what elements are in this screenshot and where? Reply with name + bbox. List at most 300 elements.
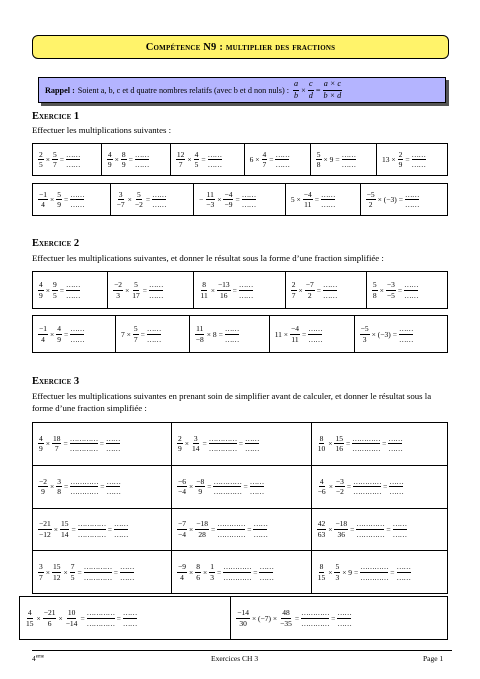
- answer-blank: [213, 478, 241, 496]
- denominator: 9: [57, 334, 61, 344]
- exercise-row: [33, 551, 448, 594]
- answer-denominator-blank: ……: [411, 160, 426, 169]
- numerator: 4: [194, 149, 199, 159]
- fraction: [195, 478, 205, 496]
- denominator: 4: [41, 200, 45, 209]
- equals-sign: =: [140, 329, 145, 339]
- denominator: 6: [196, 572, 200, 582]
- denominator: 9: [41, 487, 45, 497]
- equals-sign: =: [145, 195, 151, 204]
- expression: [365, 191, 443, 209]
- operator: × (−7) ×: [251, 613, 278, 623]
- answer-denominator-blank: …………: [353, 487, 382, 497]
- numerator: −7: [305, 280, 314, 289]
- fraction: [177, 563, 187, 581]
- operator: ×: [49, 195, 55, 204]
- equals-sign: =: [382, 439, 387, 449]
- denominator: 9: [39, 290, 43, 300]
- fraction: [52, 281, 58, 299]
- answer-denominator-blank: …………: [356, 529, 385, 539]
- equals-sign: =: [350, 524, 355, 534]
- denominator: −3: [206, 200, 215, 209]
- answer-denominator-blank: ……: [207, 160, 222, 169]
- numerator: 3: [193, 433, 198, 443]
- equals-sign: =: [63, 329, 69, 339]
- denominator: 28: [198, 529, 206, 539]
- answer-numerator-blank: …………: [69, 433, 98, 443]
- operator: ×: [328, 439, 333, 449]
- ex2-row1: [32, 271, 448, 309]
- fraction: [107, 151, 113, 169]
- answer-denominator-blank: ……: [122, 618, 137, 628]
- numerator: −6: [178, 476, 187, 486]
- footer-level: 4eme: [32, 654, 45, 663]
- answer-blank: [352, 435, 380, 453]
- answer-denominator-blank: ……: [389, 487, 404, 497]
- fraction: [209, 563, 215, 581]
- equals-sign: =: [63, 195, 69, 204]
- numerator: 4: [262, 149, 267, 159]
- operator: ×: [45, 567, 50, 577]
- equals-sign: =: [207, 482, 212, 492]
- answer-blank: [242, 191, 256, 209]
- denominator: 36: [337, 529, 346, 539]
- denominator: 17: [132, 290, 140, 300]
- answer-blank: [66, 151, 80, 169]
- expression: [176, 435, 307, 453]
- exercise-cell: [360, 184, 447, 216]
- answer-numerator-blank: ……: [341, 149, 356, 159]
- equals-sign: =: [398, 195, 403, 204]
- answer-numerator-blank: …………: [83, 562, 112, 572]
- expression: [316, 520, 443, 538]
- operator: ×: [379, 285, 384, 295]
- answer-numerator-blank: ……: [70, 324, 85, 333]
- denominator: −9: [224, 200, 233, 209]
- answer-numerator-blank: ……: [404, 189, 419, 199]
- fraction: [217, 281, 231, 299]
- answer-denominator-blank: ……: [105, 444, 120, 454]
- fraction: [290, 325, 300, 343]
- ex1-row1: [32, 143, 448, 176]
- fraction: [305, 281, 315, 299]
- answer-denominator-blank: ……: [249, 487, 264, 497]
- exercise-row: [33, 508, 448, 551]
- numerator: 8: [319, 433, 324, 443]
- fraction: [262, 151, 268, 169]
- denominator: 8: [372, 290, 377, 300]
- expression: [198, 191, 281, 209]
- answer-denominator-blank: …………: [77, 529, 106, 539]
- fraction: [317, 563, 327, 581]
- equals-sign: =: [202, 439, 207, 449]
- answer-blank: [114, 520, 128, 538]
- answer-denominator-blank: ……: [134, 160, 149, 169]
- rappel-label: Rappel :: [45, 85, 75, 95]
- fraction: [56, 191, 62, 209]
- operator: ×: [189, 482, 194, 492]
- answer-blank: [70, 435, 98, 453]
- exercise-cell: [116, 316, 190, 353]
- denominator: 14: [192, 444, 200, 454]
- answer-blank: [245, 435, 259, 453]
- denominator: 9: [107, 160, 112, 169]
- answer-denominator-blank: ……: [388, 444, 403, 454]
- numerator: 8: [202, 280, 206, 289]
- equals-sign: =: [383, 482, 388, 492]
- numerator: 18: [52, 433, 61, 443]
- fraction: [38, 520, 52, 538]
- answer-denominator-blank: ……: [392, 529, 407, 539]
- operator: ×: [45, 285, 50, 295]
- answer-numerator-blank: ……: [244, 433, 259, 443]
- numerator: −4: [224, 189, 233, 199]
- denominator: 4: [41, 334, 45, 344]
- fraction: [236, 609, 250, 627]
- equals-sign: =: [99, 439, 104, 449]
- answer-denominator-blank: ……: [149, 290, 164, 300]
- operator: 7 ×: [121, 329, 131, 339]
- exercise-cell: [311, 465, 447, 508]
- numerator: 5: [134, 280, 138, 289]
- footer-rule: [32, 650, 452, 651]
- denominator: 8: [316, 160, 321, 169]
- exercise-cell: [310, 144, 376, 176]
- answer-blank: [78, 520, 106, 538]
- numerator: 5: [52, 149, 57, 159]
- answer-blank: [209, 435, 237, 453]
- numerator: 15: [335, 433, 343, 443]
- exercise-cell: [194, 184, 286, 216]
- denominator: 7: [178, 160, 183, 169]
- numerator: 5: [136, 189, 141, 199]
- answer-numerator-blank: …………: [86, 608, 115, 617]
- equals-sign: =: [302, 329, 307, 339]
- exercise-row: [33, 423, 448, 466]
- fraction: [317, 478, 327, 496]
- answer-numerator-blank: …………: [217, 519, 246, 529]
- numerator: 5: [372, 280, 377, 289]
- ex2-row2: [32, 315, 448, 353]
- numerator: −18: [335, 519, 348, 529]
- answer-blank: [253, 520, 267, 538]
- denominator: 10: [317, 444, 326, 454]
- exercise-cell: [311, 508, 447, 551]
- exercise-cell: [354, 316, 447, 353]
- expression: [37, 478, 167, 496]
- numerator: −21: [43, 608, 56, 617]
- footer-center: Exercices CH 3: [211, 654, 259, 663]
- fraction: [70, 563, 76, 581]
- answer-blank: [70, 191, 84, 209]
- denominator: 11: [291, 334, 299, 344]
- answer-blank: [342, 151, 356, 169]
- answer-denominator-blank: …………: [86, 618, 115, 628]
- numerator: −4: [303, 189, 312, 199]
- answer-blank: [106, 478, 120, 496]
- answer-blank: [301, 609, 329, 627]
- fraction: [334, 435, 344, 453]
- answer-numerator-blank: ……: [320, 189, 335, 199]
- answer-denominator-blank: …………: [83, 572, 112, 582]
- answer-denominator-blank: ……: [398, 334, 413, 344]
- answer-numerator-blank: ……: [411, 149, 426, 159]
- answer-numerator-blank: ……: [275, 149, 290, 159]
- expression: [37, 151, 97, 169]
- operator: ×: [125, 285, 130, 295]
- operator: −: [199, 195, 204, 204]
- answer-numerator-blank: ……: [241, 189, 256, 199]
- numerator: −2: [114, 280, 123, 289]
- expression: [37, 191, 106, 209]
- answer-blank: [217, 520, 245, 538]
- denominator: 3: [335, 572, 340, 582]
- answer-denominator-blank: ……: [152, 200, 167, 209]
- answer-denominator-blank: ……: [320, 200, 335, 209]
- equals-sign: =: [354, 567, 359, 577]
- answer-denominator-blank: ……: [337, 618, 352, 628]
- answer-numerator-blank: ……: [398, 324, 413, 333]
- denominator: 12: [52, 572, 61, 582]
- denominator: −7: [116, 200, 125, 209]
- equals-sign: =: [63, 439, 68, 449]
- fraction: [386, 281, 396, 299]
- expression: [316, 478, 443, 496]
- answer-numerator-blank: …………: [213, 476, 242, 486]
- answer-numerator-blank: ……: [65, 149, 80, 159]
- denominator: −2: [134, 200, 143, 209]
- exercise-cell: [244, 144, 310, 176]
- answer-blank: [308, 325, 322, 343]
- answer-blank: [120, 563, 134, 581]
- numerator: 5: [57, 189, 61, 199]
- fraction: [223, 191, 233, 209]
- denominator: 7: [39, 572, 43, 582]
- operator: × 9: [323, 155, 334, 164]
- answer-denominator-blank: ……: [119, 572, 134, 582]
- answer-denominator-blank: ……: [65, 160, 80, 169]
- expression: [176, 563, 307, 581]
- operator: ×: [184, 439, 190, 449]
- equals-sign: =: [80, 613, 85, 623]
- denominator: 5: [194, 160, 199, 169]
- numerator: 3: [118, 189, 123, 199]
- rappel-frac-cd: $\frac{c}{d}$: [308, 79, 313, 100]
- answer-denominator-blank: ……: [238, 290, 253, 300]
- fraction: [316, 151, 322, 169]
- fraction: [195, 325, 205, 343]
- numerator: −14: [237, 608, 249, 617]
- answer-denominator-blank: ……: [308, 334, 323, 344]
- ex1-instruction: Effectuer les multiplications suivantes :: [32, 125, 172, 135]
- operator: ×: [45, 439, 50, 449]
- ex3-title: Exercice 3: [32, 376, 80, 387]
- answer-denominator-blank: ……: [253, 529, 268, 539]
- answer-numerator-blank: ……: [146, 324, 161, 333]
- denominator: 9: [198, 487, 203, 497]
- operator: 5 ×: [290, 195, 301, 204]
- fraction: [116, 191, 126, 209]
- operator: ×: [49, 482, 55, 492]
- numerator: −3: [386, 280, 395, 289]
- denominator: 4: [180, 572, 184, 582]
- operator: ×: [53, 524, 58, 534]
- fraction: [38, 563, 44, 581]
- operator: ×: [189, 567, 194, 577]
- equals-sign: =: [294, 613, 300, 623]
- answer-blank: [360, 563, 388, 581]
- fraction: [60, 520, 70, 538]
- answer-denominator-blank: ……: [244, 444, 259, 454]
- equals-sign: =: [335, 155, 340, 164]
- numerator: 1: [210, 562, 214, 572]
- fraction: [177, 520, 187, 538]
- denominator: 9: [39, 444, 43, 454]
- answer-blank: [275, 151, 289, 169]
- numerator: 4: [39, 433, 43, 443]
- equals-sign: =: [232, 285, 237, 295]
- fraction: [113, 281, 123, 299]
- answer-numerator-blank: ……: [119, 562, 134, 572]
- answer-numerator-blank: ……: [238, 280, 253, 289]
- answer-numerator-blank: …………: [356, 519, 385, 529]
- exercise-cell: [101, 144, 170, 176]
- answer-blank: [250, 478, 264, 496]
- exercise-cell: [108, 272, 194, 309]
- answer-blank: [223, 563, 251, 581]
- denominator: −2: [335, 487, 344, 497]
- expression: [316, 435, 443, 453]
- fraction: [195, 563, 201, 581]
- ex1-row2: [32, 183, 448, 216]
- answer-blank: [405, 191, 419, 209]
- equals-sign: =: [100, 482, 105, 492]
- answer-denominator-blank: …………: [223, 572, 252, 582]
- answer-denominator-blank: …………: [213, 487, 242, 497]
- expression: [235, 609, 443, 627]
- answer-numerator-blank: ……: [113, 519, 128, 529]
- operator: ×: [328, 524, 333, 534]
- fraction: [38, 151, 44, 169]
- equals-sign: =: [345, 439, 351, 449]
- numerator: −18: [196, 519, 208, 529]
- answer-numerator-blank: ……: [388, 433, 403, 443]
- numerator: 4: [107, 149, 112, 159]
- answer-blank: [70, 325, 84, 343]
- equals-sign: =: [210, 524, 216, 534]
- numerator: 15: [52, 562, 61, 572]
- operator: ×: [187, 155, 192, 164]
- fraction: [177, 478, 187, 496]
- answer-denominator-blank: ……: [341, 160, 356, 169]
- denominator: 7: [291, 290, 296, 300]
- answer-numerator-blank: ……: [392, 519, 407, 529]
- equals-sign: =: [201, 155, 206, 164]
- fraction: [43, 609, 57, 627]
- answer-blank: [404, 281, 418, 299]
- fraction: [291, 281, 297, 299]
- equals-sign: =: [331, 613, 336, 623]
- numerator: 9: [52, 280, 57, 289]
- answer-denominator-blank: ……: [106, 487, 121, 497]
- answer-denominator-blank: …………: [217, 529, 246, 539]
- answer-numerator-blank: ……: [70, 189, 85, 199]
- answer-numerator-blank: ……: [308, 324, 323, 333]
- equals-sign: =: [107, 524, 112, 534]
- equals-sign: =: [59, 285, 64, 295]
- answer-numerator-blank: ……: [105, 433, 120, 443]
- answer-numerator-blank: …………: [208, 433, 237, 443]
- answer-blank: [106, 435, 120, 453]
- answer-denominator-blank: ……: [224, 334, 239, 344]
- exercise-cell: [311, 423, 447, 466]
- numerator: 4: [27, 608, 32, 617]
- expression: [198, 281, 280, 299]
- denominator: −4: [178, 487, 187, 497]
- fraction: [317, 435, 327, 453]
- exercise-cell: [194, 272, 285, 309]
- answer-denominator-blank: …………: [360, 572, 389, 582]
- denominator: 2: [368, 200, 373, 209]
- fraction: [52, 563, 62, 581]
- operator: ×: [328, 567, 333, 577]
- fraction: [38, 191, 48, 209]
- exercise-cell: [33, 508, 172, 551]
- fraction: [38, 435, 44, 453]
- denominator: 3: [116, 290, 120, 300]
- operator: × (−3): [371, 329, 391, 339]
- answer-denominator-blank: ……: [396, 572, 411, 582]
- denominator: −5: [386, 290, 395, 300]
- answer-blank: [149, 281, 163, 299]
- answer-blank: [123, 609, 137, 627]
- fraction: [134, 191, 144, 209]
- numerator: 5: [133, 324, 138, 333]
- answer-numerator-blank: ……: [122, 608, 137, 617]
- numerator: −13: [217, 280, 230, 289]
- exercise-cell: [231, 597, 448, 640]
- numerator: −21: [39, 519, 51, 529]
- answer-denominator-blank: ……: [323, 290, 337, 300]
- answer-denominator-blank: ……: [404, 290, 419, 300]
- operator: ×: [203, 567, 208, 577]
- answer-blank: [84, 563, 112, 581]
- fraction: [38, 281, 44, 299]
- answer-denominator-blank: ……: [70, 200, 85, 209]
- numerator: 8: [196, 562, 200, 572]
- answer-denominator-blank: ……: [241, 200, 256, 209]
- exercise-cell: [110, 184, 193, 216]
- answer-numerator-blank: ……: [323, 280, 337, 289]
- numerator: −5: [360, 324, 369, 333]
- equals-sign: =: [247, 524, 252, 534]
- expression: [274, 325, 350, 343]
- denominator: 30: [239, 618, 247, 628]
- denominator: 15: [317, 572, 326, 582]
- equals-sign: =: [390, 567, 395, 577]
- operator: ×: [45, 155, 50, 164]
- denominator: 7: [52, 160, 57, 169]
- answer-blank: [393, 520, 407, 538]
- operator: ×: [217, 195, 222, 204]
- expression: [37, 281, 103, 299]
- answer-numerator-blank: ……: [253, 519, 268, 529]
- answer-blank: [87, 609, 115, 627]
- numerator: 8: [319, 562, 324, 572]
- answer-blank: [70, 478, 98, 496]
- numerator: −4: [291, 324, 299, 333]
- equals-sign: =: [269, 155, 274, 164]
